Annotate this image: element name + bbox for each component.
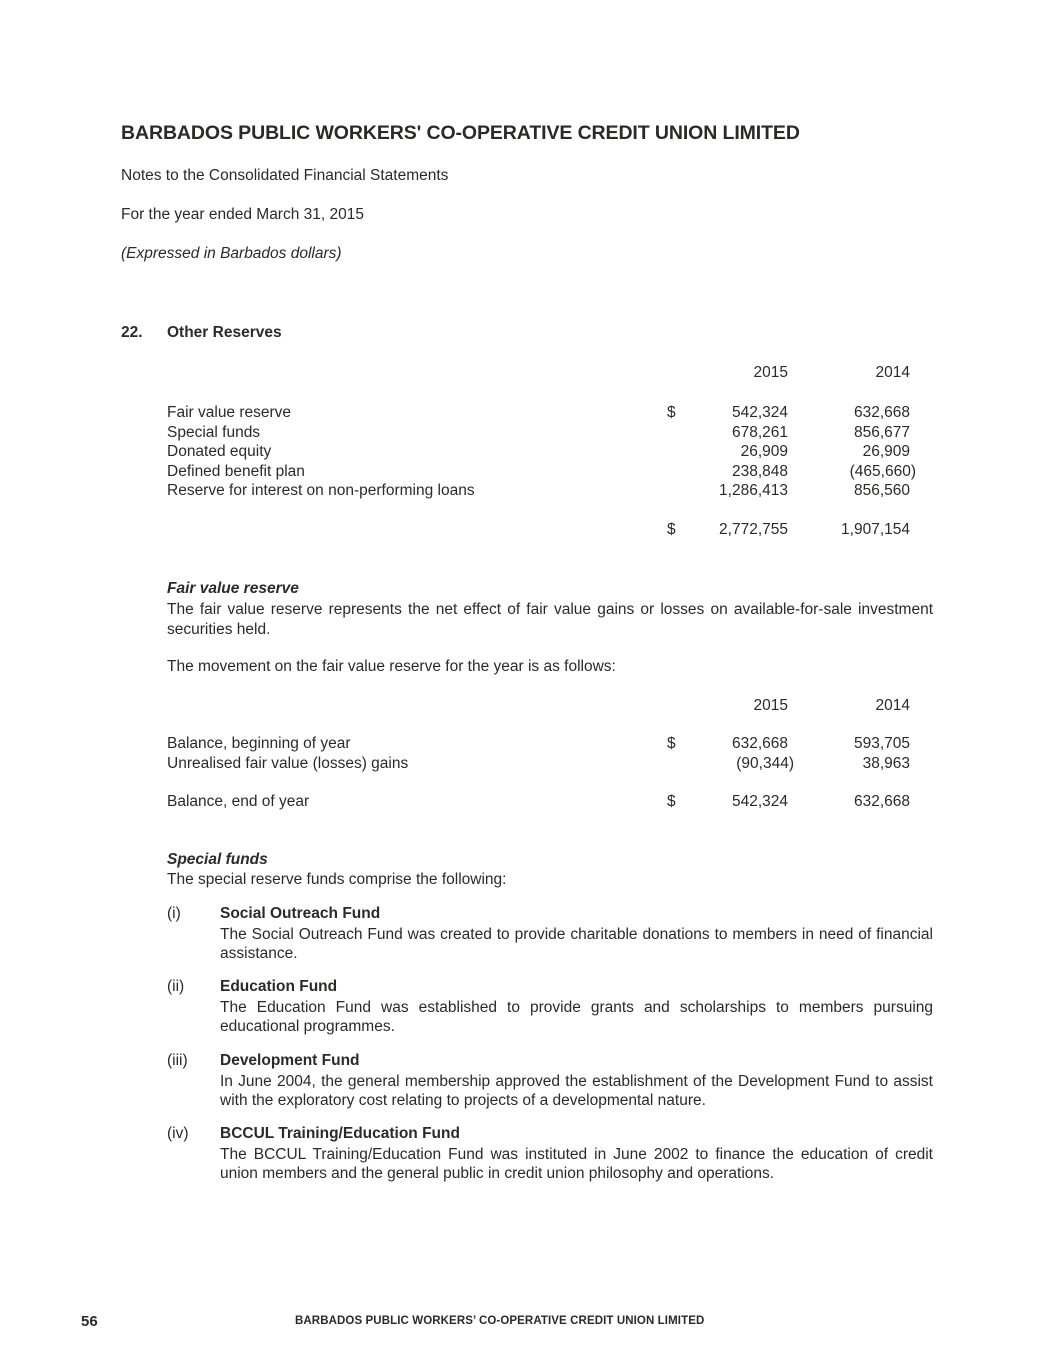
value-2014: 856,677 [853,423,910,441]
row-label: Unrealised fair value (losses) gains [167,754,409,772]
fund-description: In June 2004, the general membership approved the establishment of the Development Fund to assist with the exploratory cost relating to projects of a developmental nature. [220,1072,933,1109]
currency-symbol: $ [667,404,676,421]
movement-total-row [0,793,1061,813]
document-subtitle: Notes to the Consolidated Financial Statements [121,167,449,184]
year-header-2015: 2015 [753,364,788,381]
page-title: BARBADOS PUBLIC WORKERS' CO-OPERATIVE CREDIT UNION LIMITED [121,122,800,144]
table-row [0,443,1061,463]
fair-value-description: The fair value reserve represents the net effect of fair value gains or losses on available-for-sale investment securities held. [167,601,933,638]
value-2015: (90,344) [736,754,794,772]
fund-title: BCCUL Training/Education Fund [220,1125,460,1142]
fund-description: The Education Fund was established to provide grants and scholarships to members pursuing educational programmes. [220,998,933,1035]
value-2015: 542,324 [731,404,788,421]
fund-number: (iii) [167,1052,188,1069]
value-2014: 856,560 [853,482,910,499]
reserves-year-header-row [0,364,1061,384]
fund-title: Development Fund [220,1052,360,1069]
row-label: Balance, beginning of year [167,735,351,752]
footer-organization-name: BARBADOS PUBLIC WORKERS’ CO-OPERATIVE CREDIT UNION LIMITED [295,1315,705,1327]
value-2015: 26,909 [740,443,788,460]
value-2014: 26,909 [862,443,910,460]
row-label: Special funds [167,423,261,441]
row-label: Fair value reserve [167,404,292,421]
table-row [0,482,1061,502]
total-2015: 542,324 [731,793,788,810]
table-row [0,463,1061,483]
value-2014: 593,705 [853,735,910,752]
fund-title: Education Fund [220,978,338,995]
value-2014: (465,660) [849,462,916,480]
movement-intro: The movement on the fair value reserve for the year is as follows: [167,658,616,675]
page-number: 56 [81,1313,98,1330]
year-header-2014: 2014 [875,364,910,381]
table-row [0,735,1061,755]
value-2015: 1,286,413 [719,482,788,499]
value-2015: 238,848 [731,462,788,480]
special-funds-intro: The special reserve funds comprise the following: [167,871,507,888]
fund-title: Social Outreach Fund [220,905,381,922]
movement-year-header-row [0,697,1061,717]
year-header-2014: 2014 [875,697,910,714]
fund-number: (i) [167,905,181,922]
reporting-period: For the year ended March 31, 2015 [121,206,364,223]
value-2014: 38,963 [862,754,910,772]
row-label: Balance, end of year [167,793,310,810]
section-number: 22. [121,324,143,341]
reserves-total-row [0,521,1061,541]
currency-symbol: $ [667,793,676,810]
table-row [0,404,1061,424]
value-2015: 678,261 [731,423,788,441]
special-funds-heading: Special funds [167,851,268,868]
row-label: Defined benefit plan [167,462,305,480]
fund-description: The BCCUL Training/Education Fund was instituted in June 2002 to finance the education of credit union members and the general public in credit union philosophy and operations. [220,1145,933,1182]
row-label: Donated equity [167,443,272,460]
total-2014: 632,668 [853,793,910,810]
currency-note: (Expressed in Barbados dollars) [121,245,342,262]
total-2015: 2,772,755 [719,521,788,538]
section-title: Other Reserves [167,324,282,341]
fund-description: The Social Outreach Fund was created to provide charitable donations to members in need of financial assistance. [220,925,933,962]
year-header-2015: 2015 [753,697,788,714]
total-2014: 1,907,154 [841,521,910,538]
currency-symbol: $ [667,735,676,752]
table-row [0,424,1061,444]
row-label: Reserve for interest on non-performing loans [167,482,475,499]
currency-symbol: $ [667,521,676,538]
value-2014: 632,668 [853,404,910,421]
fund-number: (ii) [167,978,185,995]
fund-number: (iv) [167,1125,189,1142]
fair-value-heading: Fair value reserve [167,580,299,597]
value-2015: 632,668 [731,735,788,752]
table-row [0,755,1061,775]
